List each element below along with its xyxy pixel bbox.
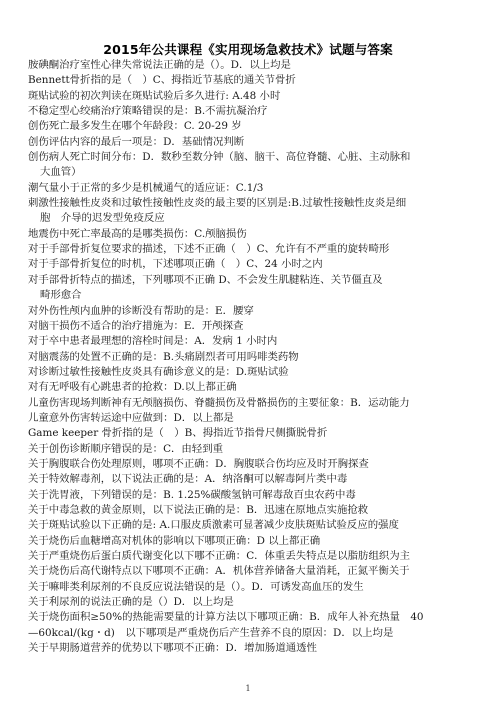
page-number: 1 [245,684,251,693]
text-line: 关于嘛啡类利尿剂的不良反应说法错误的是（）。D．可诱发高血压的发生 [28,580,364,593]
text-line: 创伤死亡最多发生在哪个年龄段：C. 20-29 岁 [28,120,242,133]
text-line: 不稳定型心绞痛治疗策略错误的是：B.不需抗凝治疗 [28,105,268,118]
text-line: 儿童伤害现场判断神有无颅脑损伤、脊髓损伤及骨骼损伤的主要征象：B．运动能力 [28,396,410,409]
document-body [28,58,476,656]
text-line: 关于早期肠道营养的优势以下哪项不正确：D．增加肠道通透性 [28,642,317,655]
text-line: 潮气量小于正常的多少是机械通气的适应证：C.1/3 [28,181,264,194]
text-line: 关于烧伤后血糖增高对机体的影响以下哪项正确：D 以上都正确 [28,534,321,547]
text-line: 关于胸腹联合伤处理原则，哪项不正确：D．胸腹联合伤均应及时开胸探查 [28,457,369,470]
text-line: 对诊断过敏性接触性皮炎具有确诊意义的是：D.斑贴试验 [28,365,289,378]
text-line: —60kcal/(kg・d) 以下哪项是严重烧伤后产生营养不良的原因：D．以上均是 [28,626,394,639]
text-line: 创伤评估内容的最后一项是：D．基础情况判断 [28,135,245,148]
text-line: 关于中毒急救的黄金原则，以下说法正确的是：B．迅速在原地点实施抢救 [28,503,369,516]
text-line: 对脑震荡的处置不正确的是：B.头痛剧烈者可用吗啡类药物 [28,350,299,363]
text-line: 对外伤性颅内血肿的诊断没有帮助的是：E．腰穿 [28,304,254,317]
document-title: 2015年公共课程《实用现场急救技术》试题与答案 [103,42,393,57]
text-line: 对有无呼吸有心跳患者的抢救：D.以上都正确 [28,381,237,394]
text-line: 地震伤中死亡率最高的是哪类损伤：C.颅脑损伤 [28,227,247,240]
text-line: 关于烧伤后高代谢特点以下哪项不正确：A．机体营养储备大量消耗，正氮平衡关于 [28,565,410,578]
text-line: 对手部骨折特点的描述，下列哪项不正确 D、不会发生肌腱粘连、关节僵直及 [28,273,383,286]
text-line: 畸形愈合 [40,289,82,302]
text-line: 关于特效解毒剂，以下说法正确的是：A．纳洛酮可以解毒阿片类中毒 [28,473,348,486]
text-line: 关于洗胃液，下列错误的是：B. 1.25%碳酸氢钠可解毒敌百虫农药中毒 [28,488,356,501]
text-line: Game keeper 骨折指的是（ ）B、拇指近节指骨尺侧撕脱骨折 [28,427,328,440]
text-line: 创伤病人死亡时间分布：D．数秒至数分钟（脑、脑干、高位脊髓、心脏、主动脉和 [28,151,411,164]
text-line: Bennett骨折指的是（ ）C、拇指近节基底的通关节骨折 [28,74,296,87]
text-line: 关于斑贴试验以下正确的是: A.口服皮质激素可显著减少皮肤斑贴试验反应的强度 [28,519,399,532]
text-line: 儿童意外伤害转运途中应做到：D．以上都是 [28,411,234,424]
text-line: 胞 介导的迟发型免疫反应 [40,212,165,225]
text-line: 斑贴试验的初次判读在斑贴试验后多久进行: A.48 小时 [28,89,281,102]
text-line: 关于创伤诊断顺序错误的是：C．由轻到重 [28,442,223,455]
text-line: 对于手部骨折复位的时机，下述哪项正确（ ）C、24 小时之内 [28,258,323,271]
text-line: 刺激性接触性皮炎和过敏性接触性皮炎的最主要的区别是:B.过敏性接触性皮炎是细 [28,197,407,210]
text-line: 关于烧伤面积≥50%的热能需要量的计算方法以下哪项正确：B．成年人补充热量 40 [28,611,424,624]
text-line: 关于严重烧伤后蛋白质代谢变化以下哪不正确：C．体重丢失特点是以脂肪组织为主 [28,550,411,562]
text-line: 对于卒中患者最理想的溶栓时间是：A．发病 1 小时内 [28,335,278,348]
text-line: 胺碘酮治疗室性心律失常说法正确的是（）。D．以上均是 [28,59,291,71]
text-line: 对于手部骨折复位要求的描述，下述不正确（ ）C、允许有不严重的旋转畸形 [28,243,390,256]
text-line: 关于利尿剂的说法正确的是（）D．以上均是 [28,596,234,609]
text-line: 对脑干损伤不适合的治疗措施为：E．开颅探查 [28,319,244,332]
text-line: 大血管） [40,166,82,179]
